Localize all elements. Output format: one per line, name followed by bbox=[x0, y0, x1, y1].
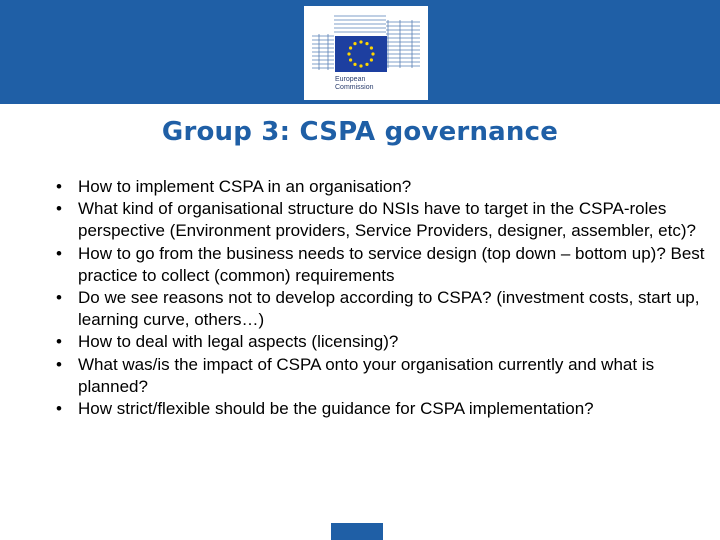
bullet-text: What was/is the impact of CSPA onto your organisation currently and what is planned? bbox=[78, 354, 655, 396]
bullet-text: How to go from the business needs to service design (top down – bottom up)? Best practice to collect (common) requirements bbox=[78, 243, 705, 285]
bullet-marker: • bbox=[56, 177, 62, 196]
bullet-item bbox=[56, 243, 706, 287]
bullet-marker: • bbox=[56, 199, 62, 219]
bullet-text: How to deal with legal aspects (licensing)? bbox=[78, 332, 399, 352]
bullet-marker: • bbox=[56, 243, 62, 263]
bullet-item bbox=[56, 198, 706, 242]
slide-title: Group 3: CSPA governance bbox=[161, 117, 559, 147]
bullet-marker: • bbox=[56, 399, 62, 419]
logo-line-european: European bbox=[335, 76, 366, 83]
bullet-item bbox=[56, 331, 706, 353]
european-commission-logo bbox=[304, 6, 428, 100]
bullet-text: How strict/flexible should be the guidance for CSPA implementation? bbox=[78, 399, 594, 419]
bullet-item bbox=[56, 354, 706, 398]
bullet-marker: • bbox=[56, 288, 62, 308]
bullet-text: How to implement CSPA in an organisation? bbox=[78, 177, 412, 196]
bullet-list bbox=[56, 176, 706, 420]
bullet-item bbox=[56, 176, 706, 198]
logo-line-commission: Commission bbox=[335, 84, 374, 91]
bullet-item bbox=[56, 287, 706, 331]
footer-accent-bar bbox=[331, 523, 383, 540]
logo-wordmark bbox=[335, 76, 425, 92]
bullet-text: Do we see reasons not to develop according to CSPA? (investment costs, start up, learning curve, others…) bbox=[78, 288, 700, 330]
bullet-item bbox=[56, 398, 706, 420]
bullet-text: What kind of organisational structure do NSIs have to target in the CSPA-roles perspective (Environment providers, Service Providers, designer, assembler, etc)? bbox=[78, 199, 696, 241]
bullet-marker: • bbox=[56, 354, 62, 374]
bullet-marker: • bbox=[56, 332, 62, 352]
